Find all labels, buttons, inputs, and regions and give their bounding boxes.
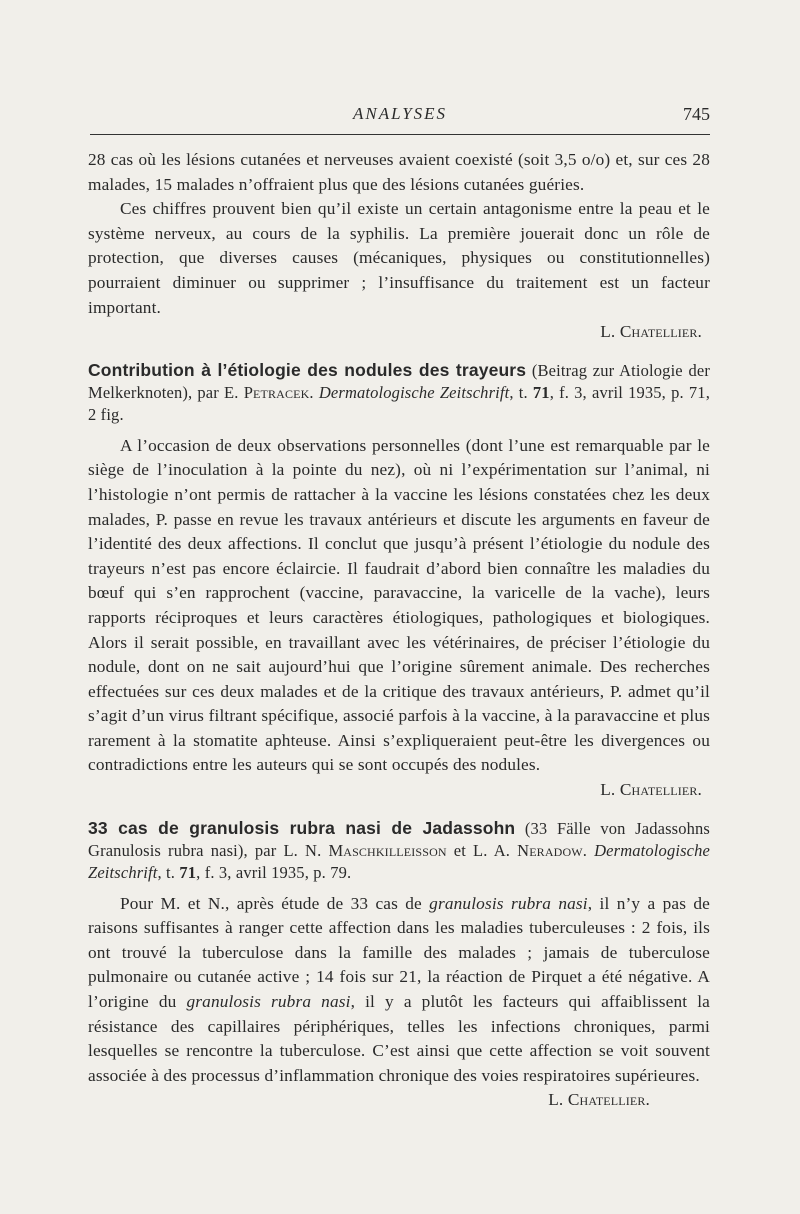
- header-rule: [90, 134, 710, 135]
- signature: L. Chatellier.: [600, 322, 702, 342]
- article-reference: (Beitrag zur Atiologie der Melkerknoten), par E. Petracek. Dermatologische Zeitschrift, t. 71, f. 3, avril 1935, p. 71, 2 fig.: [88, 360, 710, 424]
- paragraph-continued: 28 cas où les lésions cutanées et nerveuses avaient coexisté (soit 3,5 o/o) et, sur ces 28 malades, 15 malades n’offraient plus que des lésions cutanées guéries.: [88, 150, 710, 194]
- article-body: A l’occasion de deux observations personnelles (dont l’une est remarquable par le siège de l’inoculation à la pointe du nez), où ni l’expérimentation sur l’animal, ni l’histologie n’ont permis de rattacher à la vaccine les lésions constatées chez les deux malades, P. passe en revue les travaux antérieurs et discute les arguments en faveur de l’identité des deux affections. Il conclut que jusqu’à présent l’étiologie du nodule des trayeurs n’est pas encore éclaircie. Il faudrait d’abord bien connaître les maladies du bœuf qui s’en rapprochent (vaccine, paravaccine, la varicelle de la vache), leurs rapports réciproques et leurs caractères étiologiques, pathologiques et biologiques. Alors il serait possible, en travaillant avec les vétérinaires, de préciser l’étiologie du nodule, dont on ne sait aujourd’hui que l’origine sûrement animale. Des recherches effectuées sur ces deux malades et de la critique des travaux antérieurs, P. admet qu’il s’agit d’un virus filtrant spécifique, associé parfois à la vaccine, à la paravaccine et plus rarement à la stomatite aphteuse. Ainsi s’expliqueraient peut-être les divergences ou contradictions entre les auteurs qui se sont occupés des nodules.: [88, 435, 710, 775]
- author-name: Neradow: [517, 840, 583, 860]
- signature: L. Chatellier.: [548, 1090, 650, 1110]
- journal-name: Dermatologische Zeitschrift: [88, 840, 710, 882]
- journal-name: Dermatologische Zeitschrift: [318, 382, 510, 402]
- signature: L. Chatellier.: [600, 780, 702, 800]
- italic-term: granulosis rubra nasi: [186, 992, 351, 1012]
- paragraph: Ces chiffres prouvent bien qu’il existe un certain antagonisme entre la peau et le système nerveux, au cours de la syphilis. La première jouerait donc un rôle de protection, que diverses causes (mécaniques, physiques ou constitutionnelles) pourraient diminuer ou supprimer ; l’insuffisance du traitement est un facteur important.: [88, 199, 710, 317]
- article-title: Contribution à l’étiologie des nodules des trayeurs: [88, 359, 527, 380]
- article-title: 33 cas de granulosis rubra nasi de Jadassohn: [88, 817, 516, 838]
- italic-term: granulosis rubra nasi: [429, 893, 588, 913]
- volume-number: 71: [179, 862, 197, 882]
- page-content: [88, 148, 710, 1113]
- author-name: Petracek: [243, 382, 310, 402]
- article-reference: (33 Fälle von Jadassohns Granulosis rubra nasi), par L. N. Maschkilleisson et L. A. Neradow. Dermatologische Zeitschrift, t. 71, f. 3, avril 1935, p. 79.: [88, 818, 710, 882]
- author-name: Maschkilleisson: [328, 840, 447, 860]
- article-heading: [88, 817, 710, 884]
- running-head: ANALYSES: [352, 104, 448, 123]
- volume-number: 71: [532, 382, 550, 402]
- article-heading: [88, 359, 710, 426]
- article-body: Pour M. et N., après étude de 33 cas de granulosis rubra nasi, il n’y a pas de raisons suffisantes à ranger cette affection dans les maladies tuberculeuses : 2 fois, ils ont trouvé la tuberculose dans la famille des malades ; jamais de tuberculose pulmonaire ou cutanée active ; 14 fois sur 21, la réaction de Pirquet a été négative. A l’origine du granulosis rubra nasi, il y a plutôt les facteurs qui affaiblissent la résistance des capillaires périphériques, telles les infections chroniques, parmi lesquelles se rencontre la tuberculose. C’est ainsi que cette affection se voit souvent associée à des processus d’inflammation chronique des voies respiratoires supérieures. L. Chatellier.: [88, 892, 710, 1089]
- page-number: 745: [683, 104, 710, 124]
- page-header: [90, 104, 710, 138]
